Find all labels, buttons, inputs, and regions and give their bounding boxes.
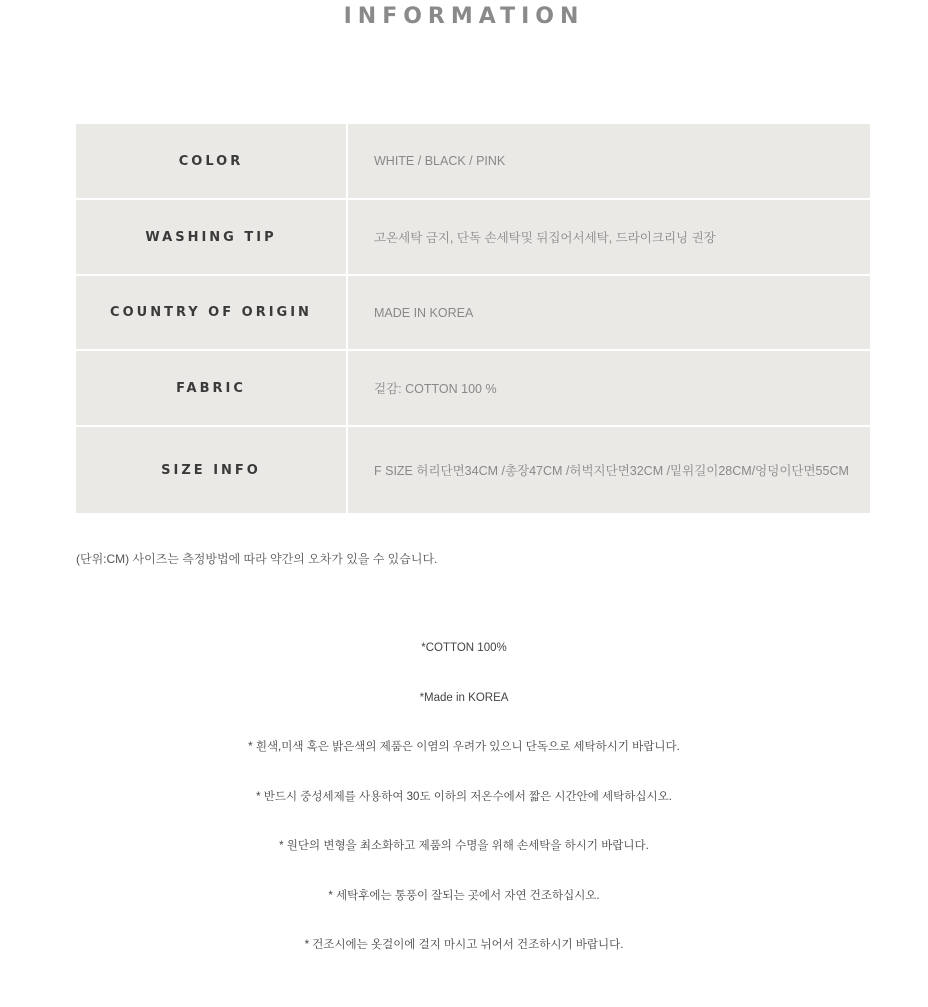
- table-row-color: [76, 124, 870, 200]
- row-value: MADE IN KOREA: [374, 305, 474, 320]
- table-row-fabric: [76, 351, 870, 427]
- product-info-table: [76, 124, 870, 513]
- row-label: FABRIC: [76, 351, 348, 425]
- note-air-dry: * 세탁후에는 통풍이 잘되는 곳에서 자연 건조하십시오.: [328, 889, 600, 902]
- row-value: F SIZE 허리단면34CM /총장47CM /허벅지단면32CM /밑위길이28CM/엉덩이단면55CM: [374, 464, 849, 478]
- row-label: WASHING TIP: [76, 200, 348, 274]
- note-hand-wash: * 원단의 변형을 최소화하고 제품의 수명을 위해 손세탁을 하시기 바랍니다.: [279, 840, 649, 852]
- row-value: WHITE / BLACK / PINK: [374, 154, 506, 168]
- size-disclaimer: (단위:CM) 사이즈는 측정방법에 따라 약간의 오차가 있을 수 있습니다.: [76, 552, 438, 566]
- note-origin: *Made in KOREA: [419, 691, 509, 704]
- row-value: 겉감: COTTON 100 %: [374, 382, 497, 396]
- table-row-country-of-origin: [76, 276, 870, 351]
- table-row-washing-tip: [76, 200, 870, 276]
- row-value: 고온세탁 금지, 단독 손세탁및 뒤집어서세탁, 드라이크리닝 권장: [374, 231, 716, 245]
- row-label: SIZE INFO: [76, 427, 348, 513]
- note-fabric: *COTTON 100%: [421, 642, 507, 654]
- care-notes: [0, 640, 928, 987]
- row-label: COLOR: [76, 124, 348, 198]
- note-wash-separately: * 흰색,미색 혹은 밝은색의 제품은 이염의 우려가 있으니 단독으로 세탁하시기 바랍니다.: [248, 741, 680, 753]
- note-detergent: * 반드시 중성세제를 사용하여 30도 이하의 저온수에서 짧은 시간안에 세탁하십시오.: [256, 790, 672, 803]
- note-flat-dry: * 건조시에는 옷걸이에 걸지 마시고 뉘어서 건조하시기 바랍니다.: [304, 939, 624, 951]
- table-row-size-info: [76, 427, 870, 513]
- row-label: COUNTRY OF ORIGIN: [76, 276, 348, 349]
- page-title: INFORMATION: [343, 4, 585, 29]
